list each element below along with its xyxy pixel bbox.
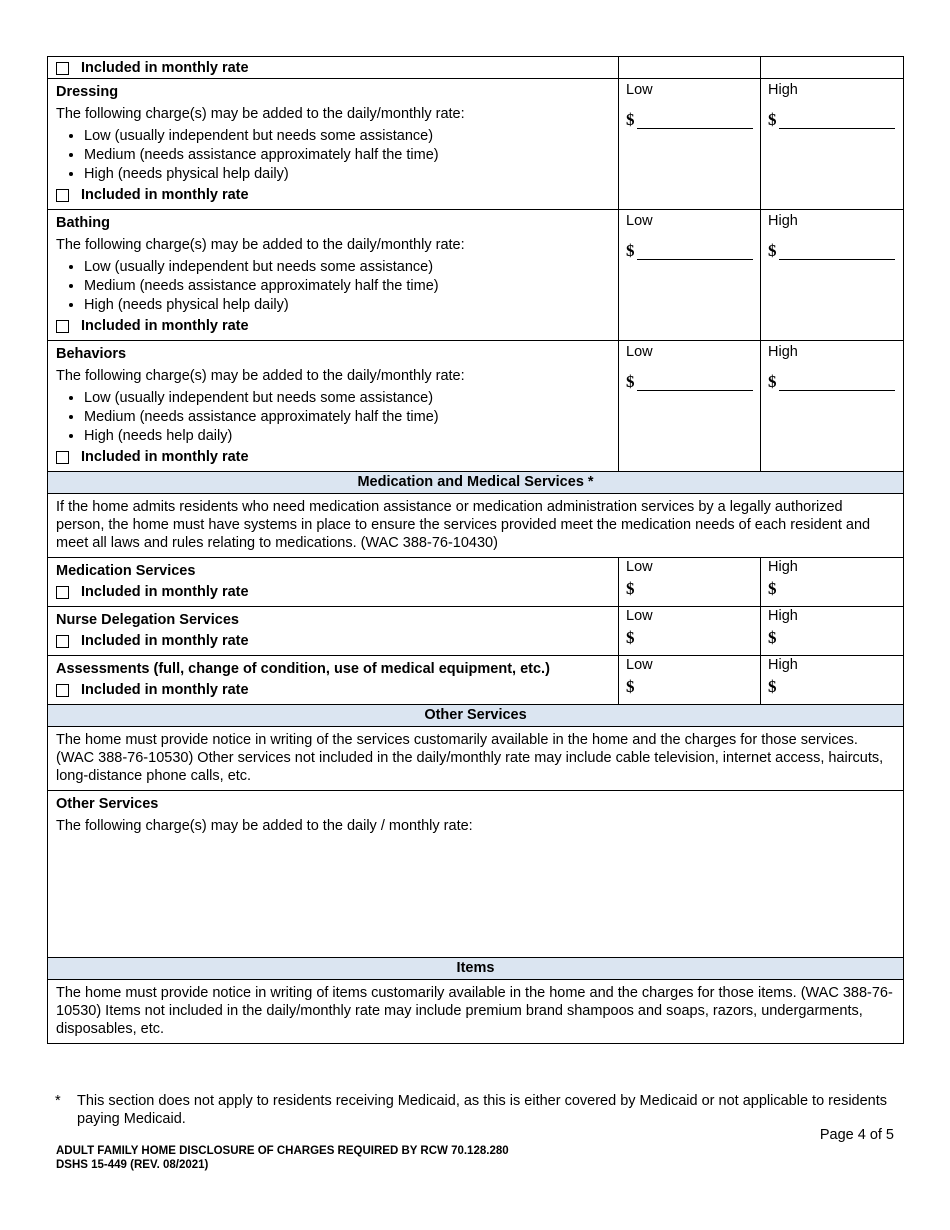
nurse-delegation-row bbox=[48, 607, 904, 656]
low-amount-field[interactable]: $ bbox=[626, 579, 635, 598]
included-checkbox[interactable] bbox=[56, 586, 69, 599]
low-label: Low bbox=[626, 213, 653, 229]
included-checkbox[interactable] bbox=[56, 684, 69, 697]
level-item: • Low (usually independent but needs some assistance) bbox=[84, 258, 610, 277]
charge-intro: The following charge(s) may be added to the daily / monthly rate: bbox=[56, 818, 473, 834]
included-checkbox[interactable] bbox=[56, 62, 69, 75]
high-label: High bbox=[768, 559, 798, 575]
charge-intro: The following charge(s) may be added to the daily/monthly rate: bbox=[56, 368, 465, 384]
high-label: High bbox=[768, 657, 798, 673]
medication-description-row bbox=[48, 494, 904, 558]
low-cell bbox=[619, 57, 761, 79]
level-item: • Medium (needs assistance approximately half the time) bbox=[84, 277, 610, 296]
page-number: Page 4 of 5 bbox=[819, 1127, 894, 1143]
level-list bbox=[56, 258, 610, 315]
high-amount-field[interactable] bbox=[779, 112, 895, 129]
medication-services-row bbox=[48, 558, 904, 607]
level-item: • High (needs help daily) bbox=[84, 427, 610, 446]
level-item: • Low (usually independent but needs some assistance) bbox=[84, 389, 610, 408]
level-list bbox=[56, 127, 610, 184]
charge-intro: The following charge(s) may be added to the daily/monthly rate: bbox=[56, 106, 465, 122]
section-description: If the home admits residents who need medication assistance or medication administration services by a legally authorized person, the home must have systems in place to ensure the services provided meet the medication needs of each resident and meet all laws and rules relating to medications. (WAC 388-76-10430) bbox=[56, 499, 871, 551]
included-checkbox[interactable] bbox=[56, 635, 69, 648]
low-label: Low bbox=[626, 657, 653, 673]
assessments-row bbox=[48, 656, 904, 705]
charge-intro: The following charge(s) may be added to the daily/monthly rate: bbox=[56, 237, 465, 253]
row-title: Medication Services bbox=[56, 563, 196, 579]
low-label: Low bbox=[626, 559, 653, 575]
items-header-row bbox=[48, 958, 904, 980]
section-header: Other Services bbox=[48, 705, 904, 727]
section-description: The home must provide notice in writing of the services customarily available in the home and the charges for those services. (WAC 388-76-10530) Other services not included in the daily/monthly rate may include cable television, internet access, haircuts, long-distance phone calls, etc. bbox=[56, 732, 884, 784]
section-title: Bathing bbox=[56, 215, 110, 231]
level-list bbox=[56, 389, 610, 446]
high-amount-field[interactable] bbox=[779, 374, 895, 391]
level-item: • Medium (needs assistance approximately half the time) bbox=[84, 146, 610, 165]
footnote-marker: * bbox=[55, 1093, 61, 1109]
bathing-row bbox=[48, 210, 904, 341]
dollar-sign: $ bbox=[626, 372, 635, 391]
high-label: High bbox=[768, 213, 798, 229]
included-label: Included in monthly rate bbox=[81, 449, 249, 465]
high-label: High bbox=[768, 344, 798, 360]
behaviors-row bbox=[48, 341, 904, 472]
high-label: High bbox=[768, 608, 798, 624]
dollar-sign: $ bbox=[768, 241, 777, 260]
other-services-entry-row bbox=[48, 791, 904, 958]
included-label: Included in monthly rate bbox=[81, 584, 249, 600]
level-item: • High (needs physical help daily) bbox=[84, 296, 610, 315]
low-amount-field[interactable]: $ bbox=[626, 628, 635, 647]
section-title: Other Services bbox=[56, 796, 159, 812]
low-label: Low bbox=[626, 344, 653, 360]
items-description-row bbox=[48, 980, 904, 1044]
level-item: • Medium (needs assistance approximately half the time) bbox=[84, 408, 610, 427]
level-item: • High (needs physical help daily) bbox=[84, 165, 610, 184]
carryover-row bbox=[48, 57, 904, 79]
dressing-row bbox=[48, 79, 904, 210]
other-services-entry-area[interactable] bbox=[56, 836, 895, 956]
charges-form-table bbox=[47, 56, 904, 1044]
dollar-sign: $ bbox=[768, 372, 777, 391]
low-amount-field[interactable] bbox=[637, 374, 753, 391]
section-description: The home must provide notice in writing of items customarily available in the home and the charges for those items. (WAC 388-76-10530) Items not included in the daily/monthly rate may include premium brand shampoos and soaps, razors, undergarments, disposables, etc. bbox=[56, 985, 893, 1037]
form-number: DSHS 15-449 (REV. 08/2021) bbox=[56, 1159, 209, 1171]
high-amount-field[interactable]: $ bbox=[768, 628, 777, 647]
included-checkbox[interactable] bbox=[56, 320, 69, 333]
included-checkbox[interactable] bbox=[56, 451, 69, 464]
other-services-header-row bbox=[48, 705, 904, 727]
section-header: Medication and Medical Services * bbox=[48, 472, 904, 494]
included-label: Included in monthly rate bbox=[81, 682, 249, 698]
included-label: Included in monthly rate bbox=[81, 187, 249, 203]
high-label: High bbox=[768, 82, 798, 98]
level-item: • Low (usually independent but needs some assistance) bbox=[84, 127, 610, 146]
included-label: Included in monthly rate bbox=[81, 633, 249, 649]
low-label: Low bbox=[626, 82, 653, 98]
dollar-sign: $ bbox=[626, 110, 635, 129]
form-title: ADULT FAMILY HOME DISCLOSURE OF CHARGES REQUIRED BY RCW 70.128.280 bbox=[56, 1145, 509, 1157]
medication-header-row bbox=[48, 472, 904, 494]
low-label: Low bbox=[626, 608, 653, 624]
included-label: Included in monthly rate bbox=[81, 60, 249, 76]
low-amount-field[interactable] bbox=[637, 243, 753, 260]
dollar-sign: $ bbox=[626, 241, 635, 260]
other-services-description-row bbox=[48, 727, 904, 791]
included-label: Included in monthly rate bbox=[81, 318, 249, 334]
section-title: Dressing bbox=[56, 84, 119, 100]
included-checkbox[interactable] bbox=[56, 189, 69, 202]
dollar-sign: $ bbox=[768, 110, 777, 129]
section-title: Behaviors bbox=[56, 346, 127, 362]
high-amount-field[interactable]: $ bbox=[768, 677, 777, 696]
section-header: Items bbox=[48, 958, 904, 980]
row-title: Nurse Delegation Services bbox=[56, 612, 239, 628]
high-amount-field[interactable] bbox=[779, 243, 895, 260]
footnote bbox=[55, 1092, 895, 1128]
low-amount-field[interactable] bbox=[637, 112, 753, 129]
high-cell bbox=[761, 57, 904, 79]
footnote-text: This section does not apply to residents receiving Medicaid, as this is either covered by Medicaid or not applicable to residents paying Medicaid. bbox=[77, 1093, 888, 1127]
row-title: Assessments (full, change of condition, use of medical equipment, etc.) bbox=[56, 661, 550, 677]
high-amount-field[interactable]: $ bbox=[768, 579, 777, 598]
low-amount-field[interactable]: $ bbox=[626, 677, 635, 696]
